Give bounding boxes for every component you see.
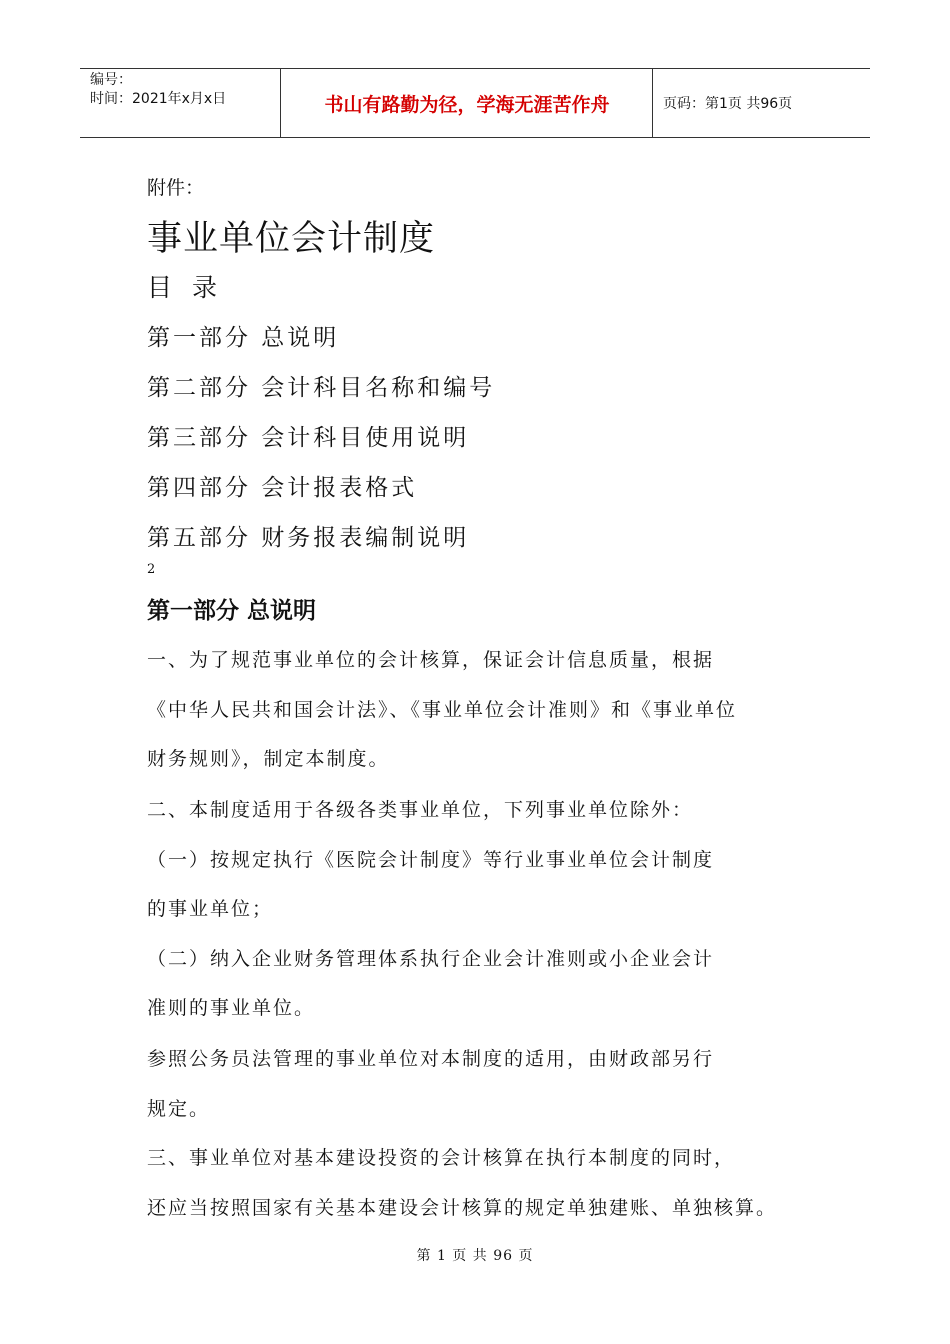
paragraph-line: 《中华人民共和国会计法》、《事业单位会计准则》和《事业单位	[147, 699, 738, 721]
attachment-label: 附件：	[147, 177, 205, 199]
paragraph-line: 参照公务员法管理的事业单位对本制度的适用，由财政部另行	[147, 1048, 715, 1070]
document-title: 事业单位会计制度	[147, 219, 436, 259]
header-motto: 书山有路勤为径，学海无涯苦作舟	[282, 69, 653, 137]
paragraph-line: （二）纳入企业财务管理体系执行企业会计准则或小企业会计	[147, 948, 715, 970]
toc-heading: 目 录	[147, 273, 223, 302]
toc-item: 第四部分 会计报表格式	[147, 475, 418, 501]
date-label: 时间：2021年x月x日	[90, 91, 227, 107]
toc-item: 第一部分 总说明	[147, 325, 340, 351]
toc-item: 第五部分 财务报表编制说明	[147, 525, 470, 551]
paragraph-line: 的事业单位；	[147, 898, 274, 920]
toc-item: 第三部分 会计科目使用说明	[147, 425, 470, 451]
paragraph-line: 财务规则》，制定本制度。	[147, 748, 390, 770]
paragraph-line: 三、事业单位对基本建设投资的会计核算在执行本制度的同时，	[147, 1147, 736, 1169]
paragraph-line: 准则的事业单位。	[147, 997, 316, 1019]
page-footer: 第 1 页 共 96 页	[416, 1248, 534, 1264]
page-number-marker: 2	[147, 562, 156, 577]
number-label: 编号：	[90, 72, 132, 88]
paragraph-line: 二、本制度适用于各级各类事业单位，下列事业单位除外：	[147, 799, 694, 821]
paragraph-line: （一）按规定执行《医院会计制度》等行业事业单位会计制度	[147, 849, 715, 871]
header-page-info: 页码：第1页 共96页	[663, 96, 793, 112]
section-heading: 第一部分 总说明	[147, 598, 317, 624]
header-table	[80, 68, 870, 138]
paragraph-line: 一、为了规范事业单位的会计核算，保证会计信息质量，根据	[147, 649, 715, 671]
toc-item: 第二部分 会计科目名称和编号	[147, 375, 496, 401]
paragraph-line: 规定。	[147, 1098, 211, 1120]
header-meta	[80, 69, 281, 137]
paragraph-line: 还应当按照国家有关基本建设会计核算的规定单独建账、单独核算。	[147, 1197, 778, 1219]
